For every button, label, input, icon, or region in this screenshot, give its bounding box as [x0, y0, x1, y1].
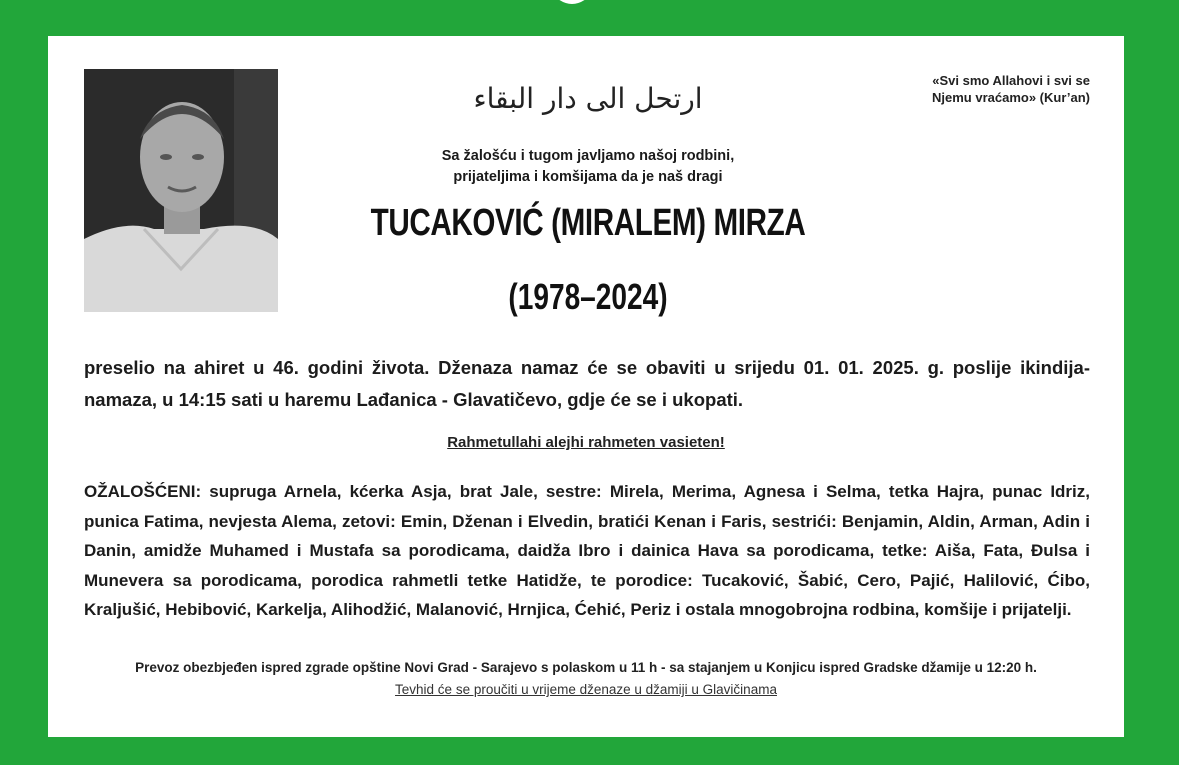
quote-line-1: «Svi smo Allahovi i svi se — [932, 73, 1090, 88]
crescent-icon — [540, 0, 604, 10]
prayer-line — [48, 434, 1124, 451]
quran-quote — [850, 72, 1090, 106]
intro-line-2: prijateljima i komšijama da je naš dragi — [453, 169, 723, 185]
portrait-photo — [84, 69, 278, 312]
obituary-card — [48, 36, 1124, 737]
deceased-name: TUCAKOVIĆ (MIRALEM) MIRZA — [370, 202, 806, 244]
deceased-years: (1978–2024) — [508, 276, 668, 317]
funeral-announcement: preselio na ahiret u 46. godini života. Dženaza namaz će se obaviti u srijedu 01. 01. 2025. g. poslije ikindija-namaza, u 14:15 sati u haremu Lađanica - Glavatičevo, gdje će se i ukopati. — [84, 357, 1090, 410]
calligraphy-text: ارتحل الى دار البقاء — [473, 82, 703, 115]
transport-notice: Prevoz obezbjeđen ispred zgrade opštine Novi Grad - Sarajevo s polaskom u 11 h - sa stajanjem u Konjicu ispred Gradske džamije u 12:20 h. — [135, 660, 1037, 675]
intro-line-1: Sa žalošću i tugom javljamo našoj rodbini, — [441, 148, 735, 164]
prayer-text: Rahmetullahi alejhi rahmeten vasieten! — [447, 434, 725, 451]
quote-line-2: Njemu vraćamo» (Kur’an) — [932, 90, 1090, 105]
tevhid-notice — [48, 682, 1124, 697]
mourners-list: OŽALOŠĆENI: supruga Arnela, kćerka Asja, brat Jale, sestre: Mirela, Merima, Agnesa i Selma, tetka Hajra, punac Idriz, punica Fatima, nevjesta Alema, zetovi: Emin, Dženan i Elvedin, bratići Kenan i Faris, sestrići: Benjamin, Aldin, Arman, Adin i Danin, amidže Muhamed i Mustafa sa porodicama, daidža Ibro i dainica Hava sa porodicama, tetke: Aiša, Fata, Đulsa i Munevera sa porodicama, porodica rahmetli tetke Hatidže, te porodice: Tucaković, Šabić, Cero, Pajić, Halilović, Ćibo, Kraljušić, Hebibović, Karkelja, Alihodžić, Malanović, Hrnjica, Ćehić, Periz i ostala mnogobrojna rodbina, komšije i prijatelji. — [84, 482, 1090, 619]
arabic-calligraphy — [473, 70, 703, 122]
intro-text — [348, 146, 828, 188]
tevhid-text: Tevhid će se proučiti u vrijeme dženaze u džamiji u Glavičinama — [395, 682, 777, 697]
